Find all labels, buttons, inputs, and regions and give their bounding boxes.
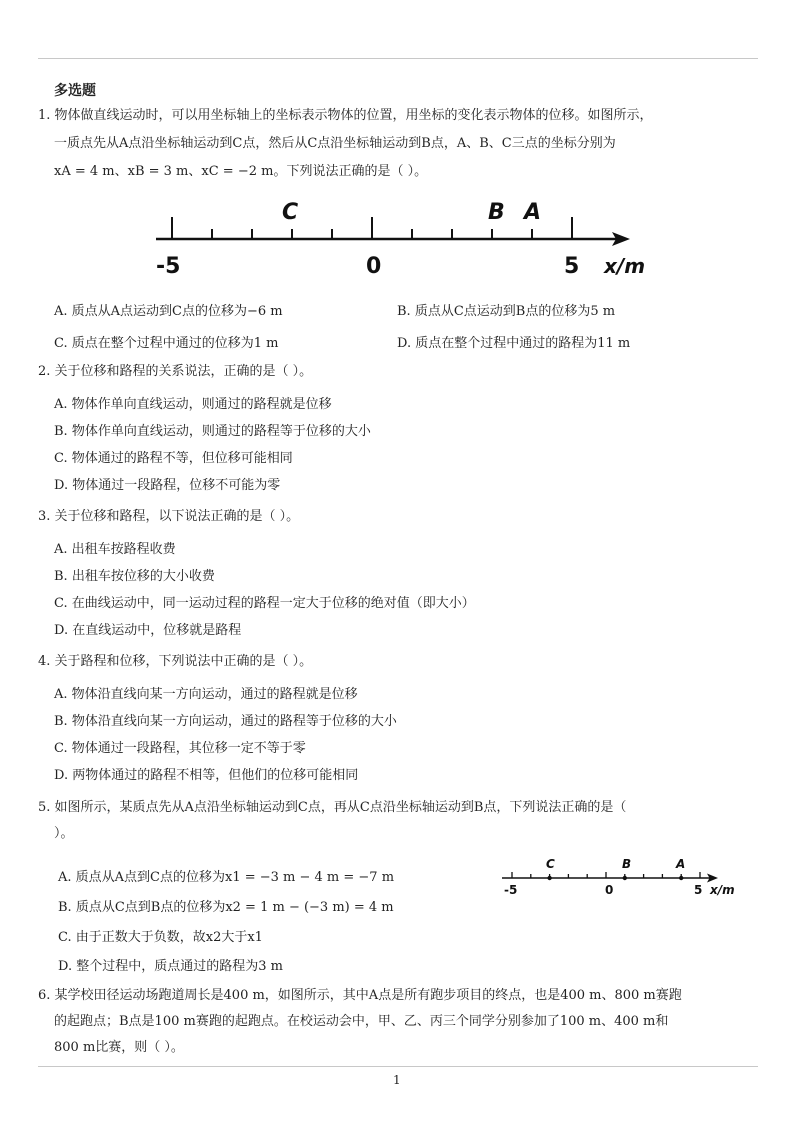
- q3-option-d: D. 在直线运动中，位移就是路程: [54, 623, 242, 638]
- q5-point-label-c: C: [546, 857, 555, 871]
- q3-option-a: A. 出租车按路程收费: [54, 542, 176, 557]
- bottom-rule: [38, 1066, 758, 1067]
- q6-line-2: 的起跑点；B点是100 m赛跑的起跑点。在校运动会中，甲、乙、丙三个同学分别参加了100 m、400 m和: [54, 1014, 669, 1029]
- q1-line-2: 一质点先从A点沿坐标轴运动到C点，然后从C点沿坐标轴运动到B点，A、B、C三点的坐标分别为: [54, 136, 616, 151]
- q5-option-c: C. 由于正数大于负数，故x2大于x1: [58, 930, 263, 945]
- section-title: 多选题: [54, 83, 96, 99]
- q4-stem: 4. 关于路程和位移，下列说法中正确的是（ ）。: [38, 654, 313, 669]
- top-rule: [38, 58, 758, 59]
- q2-option-a: A. 物体作单向直线运动，则通过的路程就是位移: [54, 397, 332, 412]
- q3-option-b: B. 出租车按位移的大小收费: [54, 569, 215, 584]
- q5-line-1: 5. 如图所示，某质点先从A点沿坐标轴运动到C点，再从C点沿坐标轴运动到B点，下列说法正确的是（: [38, 800, 627, 815]
- q4-option-b: B. 物体沿直线向某一方向运动，通过的路程等于位移的大小: [54, 714, 397, 729]
- q1-option-a: A. 质点从A点运动到C点的位移为−6 m: [54, 304, 283, 319]
- q5-tick-label-5: 5: [694, 883, 703, 897]
- q5-point-label-b: B: [622, 857, 632, 871]
- page-number: 1: [393, 1073, 401, 1087]
- q3-stem: 3. 关于位移和路程，以下说法正确的是（ ）。: [38, 509, 300, 524]
- q5-line-2: ）。: [54, 826, 74, 841]
- q4-option-d: D. 两物体通过的路程不相等，但他们的位移可能相同: [54, 768, 359, 783]
- q1-tick-label-5: 5: [564, 254, 580, 279]
- q1-option-c: C. 质点在整个过程中通过的位移为1 m: [54, 336, 279, 351]
- q2-option-b: B. 物体作单向直线运动，则通过的路程等于位移的大小: [54, 424, 371, 439]
- q1-axis-label: x/m: [604, 254, 646, 278]
- q6-line-1: 6. 某学校田径运动场跑道周长是400 m，如图所示，其中A点是所有跑步项目的终点，也是400 m、800 m赛跑: [38, 988, 682, 1003]
- q3-option-c: C. 在曲线运动中，同一运动过程的路程一定大于位移的绝对值（即大小）: [54, 596, 475, 611]
- q4-option-c: C. 物体通过一段路程，其位移一定不等于零: [54, 741, 306, 756]
- q5-tick-label-neg5: -5: [504, 883, 518, 897]
- q1-line-1: 1. 物体做直线运动时，可以用坐标轴上的坐标表示物体的位置，用坐标的变化表示物体的位移。如图所示，: [38, 108, 653, 123]
- q5-option-d: D. 整个过程中，质点通过的路程为3 m: [58, 959, 283, 974]
- q1-point-label-c: C: [282, 200, 299, 225]
- q4-option-a: A. 物体沿直线向某一方向运动，通过的路程就是位移: [54, 687, 358, 702]
- q1-tick-label-neg5: -5: [156, 254, 181, 279]
- q5-option-a: A. 质点从A点到C点的位移为x1 = −3 m − 4 m = −7 m: [58, 870, 395, 885]
- q1-option-b: B. 质点从C点运动到B点的位移为5 m: [397, 304, 616, 319]
- q1-line-3: xA = 4 m、xB = 3 m、xC = −2 m。下列说法正确的是（ ）。: [54, 164, 428, 179]
- q5-point-label-a: A: [676, 857, 686, 871]
- q1-point-label-b: B: [488, 200, 505, 225]
- q5-axis-label: x/m: [710, 883, 735, 897]
- q2-option-d: D. 物体通过一段路程，位移不可能为零: [54, 478, 281, 493]
- q1-number-line-figure: [150, 195, 655, 283]
- q5-tick-label-0: 0: [605, 883, 614, 897]
- q1-tick-label-0: 0: [366, 254, 382, 279]
- q1-option-d: D. 质点在整个过程中通过的路程为11 m: [397, 336, 631, 351]
- q6-line-3: 800 m比赛，则（ ）。: [54, 1040, 184, 1055]
- q1-point-label-a: A: [524, 200, 542, 225]
- q2-stem: 2. 关于位移和路程的关系说法，正确的是（ ）。: [38, 364, 313, 379]
- q5-option-b: B. 质点从C点到B点的位移为x2 = 1 m − (−3 m) = 4 m: [58, 900, 394, 915]
- q2-option-c: C. 物体通过的路程不等，但位移可能相同: [54, 451, 293, 466]
- q5-number-line-figure: [498, 852, 743, 900]
